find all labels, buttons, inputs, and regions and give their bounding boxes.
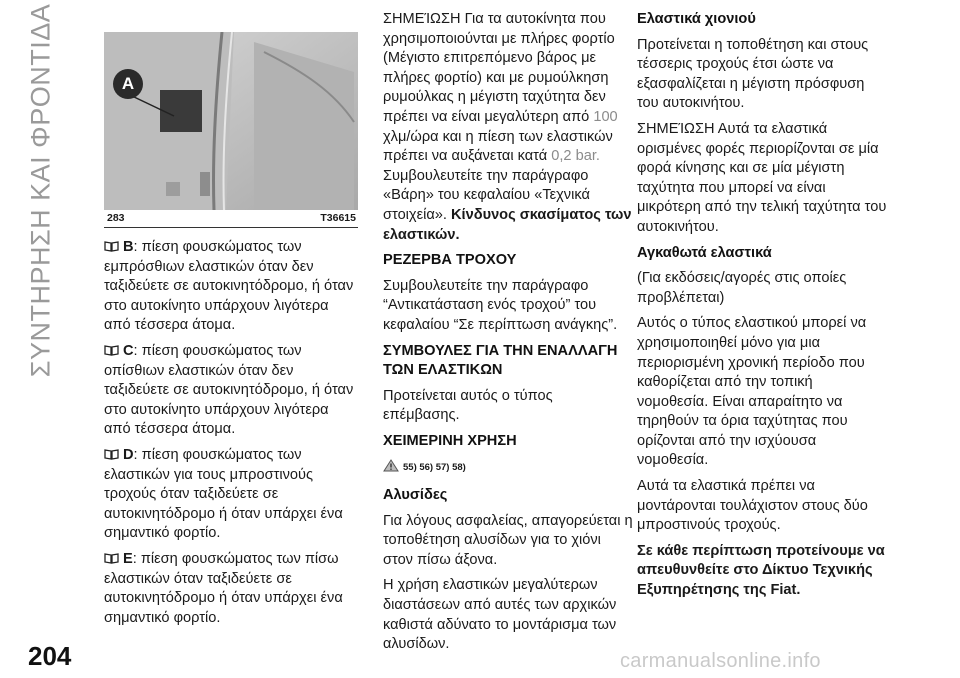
spare-wheel-text: Συμβουλευτείτε την παράγραφο “Αντικατάσταση ενός τροχού” του κεφαλαίου “Σε περίπτωση ανάγκης”. [383,277,618,333]
legend-item-c [104,342,354,440]
pressure-value: 0,2 bar. [551,148,600,165]
figure-caption [104,212,358,226]
figure-number: 283 [107,212,125,224]
section-side-title [14,0,68,380]
winter-use-heading: ΧΕΙΜΕΡΙΝΗ ΧΡΗΣΗ [383,432,517,449]
figure-code: T36615 [320,212,356,224]
legend-key: C [123,342,134,359]
studded-tyres-subtitle: (Για εκδόσεις/αγορές στις οποίες προβλέπεται) [637,270,847,306]
door-pillar-illustration [104,32,358,210]
chains-text-1: Για λόγους ασφαλείας, απαγορεύεται η τοποθέτηση αλυσίδων για το χιόνι στον πίσω άξονα. [383,512,633,568]
legend-item-d [104,446,354,544]
snow-tyres-text: Προτείνεται η τοποθέτηση και στους τέσσερις τροχούς έτσι ώστε να εξασφαλίζεται η μέγιστη πρόσφυση του αυτοκινήτου. [637,36,869,112]
legend-key: E [123,550,133,567]
callout-label-a: A [121,74,135,93]
legend-key: B [123,239,134,255]
page-number: 204 [28,641,72,671]
chains-heading: Αλυσίδες [383,487,448,504]
warning-refs [383,457,633,478]
studded-tyres-heading: Αγκαθωτά ελαστικά [637,244,772,261]
note-text: ΣΗΜΕΊΩΣΗ Για τα αυτοκίνητα που χρησιμοποιούνται με πλήρες φορτίο (Μέγιστο επιτρεπόμενο βάρος με πλήρες φορτίο) και με ρυμούλκηση ρυμούλκας η μέγιστη ταχύτητα δεν πρέπει να είναι μεγαλύτερη από [383,11,615,125]
note-text: Συμβουλευτείτε την παράγραφο «Βάρη» του κεφαλαίου «Τεχνικά στοιχεία». [383,167,590,223]
reference-numbers: 55) 56) 57) 58) [403,462,466,474]
column-1 [104,238,354,634]
legend-text: : πίεση φουσκώματος των εμπρόσθιων ελαστικών όταν δεν ταξιδεύετε σε αυτοκινητόδρομο, ή όταν στο αυτοκίνητο υπάρχουν λιγότερα από τέσσερα άτομα. [104,239,354,334]
studded-tyres-text-1: Αυτός ο τύπος ελαστικού μπορεί να χρησιμοποιηθεί μόνο για μια περιορισμένη χρονική περίοδο που καθορίζεται από την τοπική νομοθεσία. Είναι απαραίτητο να τηρηθούν τα όρια ταχύτητας που ορίζονται από την ισχύουσα νομοθεσία. [637,315,867,469]
snow-tyres-heading: Ελαστικά χιονιού [637,11,756,27]
note-text: χλμ/ώρα και η πίεση των ελαστικών πρέπει να αυξάνεται κατά [383,128,613,165]
column-3 [637,10,887,607]
legend-item-e [104,550,354,628]
section-title-text: ΣΥΝΤΗΡΗΣΗ ΚΑΙ ΦΡΟΝΤΙΔΑ [25,3,56,377]
book-icon [104,449,119,460]
legend-item-b [104,238,354,336]
legend-key: D [123,446,134,463]
warning-text: Κίνδυνος σκασίματος των ελαστικών. [383,206,632,243]
book-icon [104,553,119,564]
legend-text: : πίεση φουσκώματος των ελαστικών για τους μπροστινούς τροχούς όταν ταξιδεύετε σε αυτοκινητόδρομο ή όταν υπάρχει ένα σημαντικό φορτίο. [104,446,343,542]
service-advice: Σε κάθε περίπτωση προτείνουμε να απευθυνθείτε στο Δίκτυο Τεχνικής Εξυπηρέτησης της Fiat. [637,542,885,599]
book-icon [104,241,119,252]
column-2 [383,10,633,661]
spare-wheel-heading: ΡΕΖΕΡΒΑ ΤΡΟΧΟΥ [383,252,517,269]
book-icon [104,345,119,356]
figure-rule [104,227,358,228]
speed-value: 100 [593,108,618,125]
load-note [383,10,633,245]
watermark: carmanualsonline.info [620,650,821,672]
studded-tyres-text-2: Αυτά τα ελαστικά πρέπει να μοντάρονται τουλάχιστον στους δύο μπροστινούς τροχούς. [637,478,868,534]
warning-triangle-icon [383,459,399,472]
tyre-change-heading: ΣΥΜΒΟΥΛΕΣ ΓΙΑ ΤΗΝ ΕΝΑΛΛΑΓΗ ΤΩΝ ΕΛΑΣΤΙΚΩΝ [383,342,618,379]
tyre-change-text: Προτείνεται αυτός ο τύπος επέμβασης. [383,387,553,424]
door-pillar-drawing [104,32,358,210]
snow-tyres-note: ΣΗΜΕΊΩΣΗ Αυτά τα ελαστικά ορισμένες φορές περιορίζονται σε μία φορά κίνησης και σε μία μέγιστη ταχύτητα που μπορεί να είναι μικρότερη από την τελική ταχύτητα του αυτοκινήτου. [637,120,887,235]
legend-text: : πίεση φουσκώματος των πίσω ελαστικών όταν ταξιδεύετε σε αυτοκινητόδρομο ή όταν υπάρχει ένα σημαντικό φορτίο. [104,550,343,626]
legend-text: : πίεση φουσκώματος των οπίσθιων ελαστικών όταν δεν ταξιδεύετε σε αυτοκινητόδρομο, ή όταν στο αυτοκίνητο υπάρχουν λιγότερα από τέσσερα άτομα. [104,342,354,438]
chains-text-2: Η χρήση ελαστικών μεγαλύτερων διαστάσεων από αυτές των αρχικών καθιστά αδύνατο το μοντάρισμα των αλυσίδων. [383,577,617,653]
